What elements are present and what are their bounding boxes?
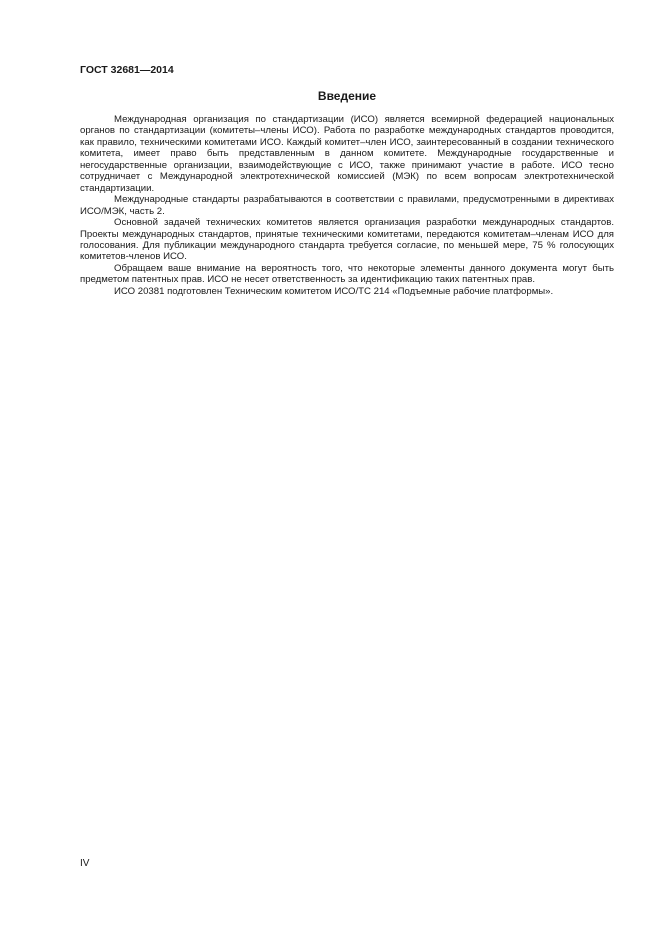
paragraph-patent-notice: Обращаем ваше внимание на вероятность того, что некоторые элементы данного документа могут быть предметом патентных прав. ИСО не несет ответственность за идентификацию таких патентных прав.: [80, 262, 614, 286]
section-title: Введение: [317, 89, 377, 103]
page-number: IV: [80, 858, 90, 869]
paragraph-iso-overview: Международная организация по стандартизации (ИСО) является всемирной федерацией национальных органов по стандартизации (комитеты–члены ИСО). Работа по разработке международных стандартов проводится, как правило, техническими комитетами ИСО. Каждый комитет–член ИСО, заинтересованный в создании технического комитета, имеет право быть представленным в данном комитете. Международные государственные и негосударственные организации, взаимодействующие с ИСО, также принимают участие в работе. ИСО тесно сотрудничает с Международной электротехнической комиссией (МЭК) по всем вопросам электротехнической стандартизации.: [80, 114, 614, 194]
paragraph-directives: Международные стандарты разрабатываются в соответствии с правилами, предусмотренными в директивах ИСО/МЭК, часть 2.: [80, 194, 614, 217]
document-code: ГОСТ 32681—2014: [80, 64, 174, 76]
paragraph-committee-tasks: Основной задачей технических комитетов является организация разработки международных стандартов. Проекты международных стандартов, принятые техническими комитетами, передаются комитетам–членам ИСО для голосования. Для публикации международного стандарта требуется согласие, по меньшей мере, 75 % голосующих комитетов-членов ИСО.: [80, 217, 614, 263]
introduction-body: [80, 114, 614, 297]
paragraph-prepared-by: ИСО 20381 подготовлен Техническим комитетом ИСО/ТС 214 «Подъемные рабочие платформы».: [114, 285, 554, 297]
